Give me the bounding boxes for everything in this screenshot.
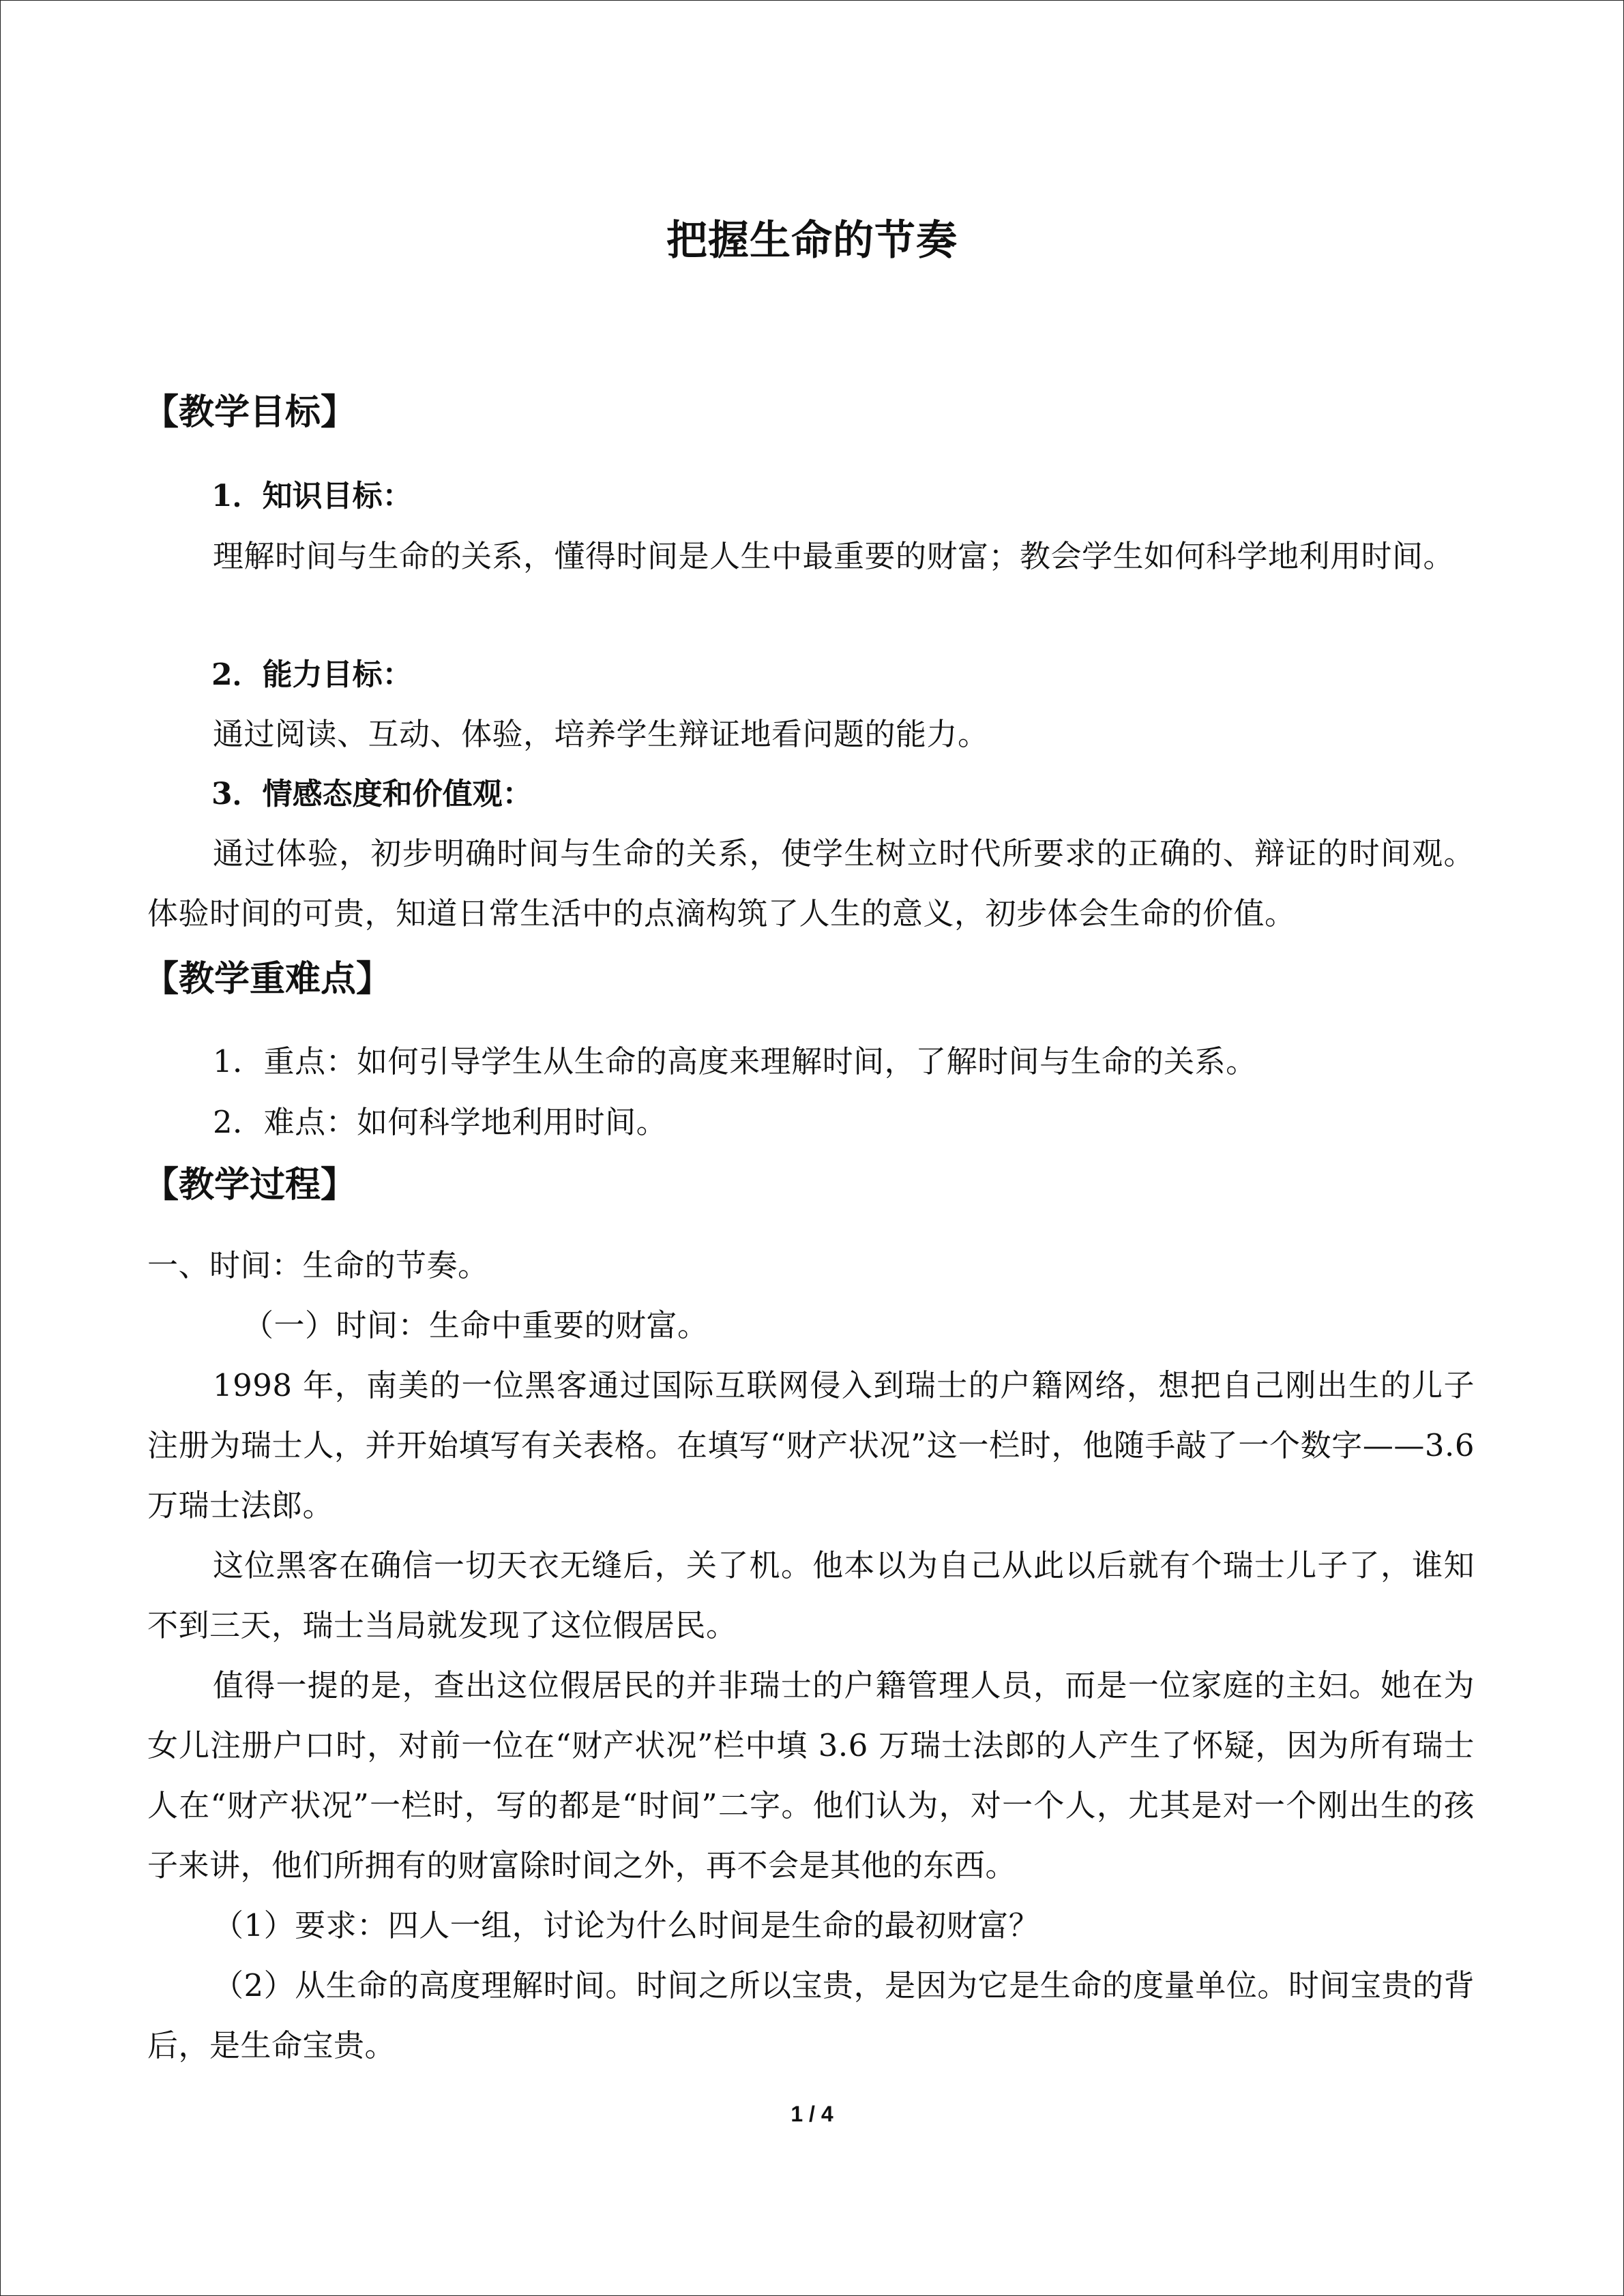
story-paragraph-1: 1998 年，南美的一位黑客通过国际互联网侵入到瑞士的户籍网络，想把自己刚出生的儿子注册为瑞士人，并开始填写有关表格。在填写“财产状况”这一栏时，他随手敲了一个数字——3.6 万瑞士法郎。 <box>147 1367 1475 1523</box>
task-1: （1）要求：四人一组，讨论为什么时间是生命的最初财富？ <box>213 1907 1040 1943</box>
task-2: （2）从生命的高度理解时间。时间之所以宝贵，是因为它是生命的度量单位。时间宝贵的背后，是生命宝贵。 <box>147 1967 1475 2063</box>
page-title: 把握生命的节奏 <box>666 217 958 265</box>
values-objective-text: 通过体验，初步明确时间与生命的关系，使学生树立时代所要求的正确的、辩证的时间观。体验时间的可贵，知道日常生活中的点滴构筑了人生的意义，初步体会生命的价值。 <box>147 835 1475 931</box>
section-heading-key-points: 【教学重难点】 <box>143 958 392 1000</box>
knowledge-objective-label: 1．知识目标： <box>211 479 413 513</box>
ability-objective-text: 通过阅读、互动、体验，培养学生辩证地看问题的能力。 <box>213 716 989 752</box>
process-sub-one: （一）时间：生命中重要的财富。 <box>243 1307 709 1343</box>
key-point-focus: 1．重点：如何引导学生从生命的高度来理解时间，了解时间与生命的关系。 <box>213 1043 1257 1079</box>
key-point-difficulty: 2．难点：如何科学地利用时间。 <box>213 1104 668 1140</box>
story-paragraph-3: 值得一提的是，查出这位假居民的并非瑞士的户籍管理人员，而是一位家庭的主妇。她在为女儿注册户口时，对前一位在“财产状况”栏中填 3.6 万瑞士法郎的人产生了怀疑，因为所有瑞士人在“财产状况”一栏时，写的都是“时间”二字。他们认为，对一个人，尤其是对一个刚出生的孩子来讲，他们所拥有的财富除时间之外，再不会是其他的东西。 <box>147 1667 1475 1883</box>
process-part-one: 一、时间：生命的节奏。 <box>147 1247 489 1283</box>
ability-objective-label: 2．能力目标： <box>211 657 413 692</box>
page-number: 1 / 4 <box>791 2102 833 2126</box>
section-heading-objectives: 【教学目标】 <box>143 391 357 433</box>
section-heading-process: 【教学过程】 <box>143 1164 357 1206</box>
knowledge-objective-text: 理解时间与生命的关系，懂得时间是人生中最重要的财富；教会学生如何科学地利用时间。 <box>213 538 1455 574</box>
values-objective-label: 3．情感态度和价值观： <box>211 777 533 811</box>
story-paragraph-2: 这位黑客在确信一切天衣无缝后，关了机。他本以为自己从此以后就有个瑞士儿子了，谁知不到三天，瑞士当局就发现了这位假居民。 <box>147 1547 1475 1643</box>
